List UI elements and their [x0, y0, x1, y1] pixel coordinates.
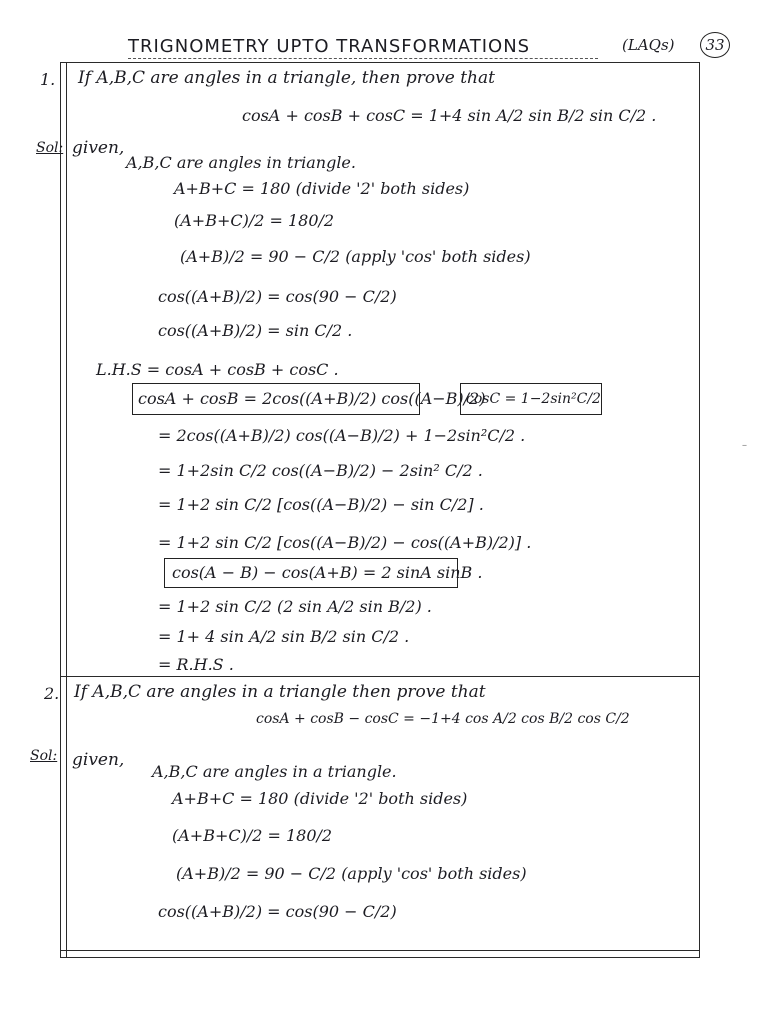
- question-1-sol-label: Sol:: [36, 140, 64, 156]
- question-2-sol-label: Sol:: [30, 748, 58, 764]
- title-underline: [128, 58, 598, 59]
- question-2-identity: cosA + cosB − cosC = −1+4 cos A/2 cos B/2 cos C/2: [256, 711, 630, 727]
- q1-step-lhs: L.H.S = cosA + cosB + cosC .: [96, 360, 339, 379]
- question-1-number: 1.: [40, 70, 56, 89]
- question-1-given: given,: [72, 138, 125, 158]
- q1-step-substitute: = 1+2 sin C/2 [cos((A−B)/2) − cos((A+B)/2)] .: [158, 533, 532, 552]
- page-title: TRIGNOMETRY UPTO TRANSFORMATIONS: [128, 36, 531, 57]
- q1-step-rhs: = R.H.S .: [158, 655, 234, 674]
- q1-step-expand-1: = 2cos((A+B)/2) cos((A−B)/2) + 1−2sin²C/2 .: [158, 426, 526, 445]
- q2-step-half-sum: (A+B+C)/2 = 180/2: [172, 826, 333, 845]
- q2-step-angle-sum: A+B+C = 180 (divide '2' both sides): [172, 789, 468, 808]
- q1-step-product: = 1+2 sin C/2 (2 sin A/2 sin B/2) .: [158, 597, 432, 616]
- q2-step-half-ab: (A+B)/2 = 90 − C/2 (apply 'cos' both sides): [176, 864, 527, 883]
- q1-step-result: = 1+ 4 sin A/2 sin B/2 sin C/2 .: [158, 627, 410, 646]
- question-2-statement: If A,B,C are angles in a triangle then prove that: [74, 682, 486, 702]
- question-2-number: 2.: [44, 684, 60, 703]
- q1-formula-cos-c: cosC = 1−2sin²C/2: [466, 391, 601, 407]
- q1-step-sin-result: cos((A+B)/2) = sin C/2 .: [158, 321, 353, 340]
- page-frame-inner-bottom: [60, 950, 700, 951]
- q1-step-half-ab: (A+B)/2 = 90 − C/2 (apply 'cos' both sides): [180, 247, 531, 266]
- q1-step-angle-sum: A+B+C = 180 (divide '2' both sides): [174, 179, 470, 198]
- question-divider: [60, 676, 700, 677]
- question-1-statement: If A,B,C are angles in a triangle, then prove that: [78, 68, 495, 88]
- question-1-identity: cosA + cosB + cosC = 1+4 sin A/2 sin B/2 sin C/2 .: [242, 106, 657, 125]
- q1-step-triangle: A,B,C are angles in triangle.: [126, 153, 356, 172]
- scan-speck: –: [742, 440, 747, 451]
- q1-step-expand-2: = 1+2sin C/2 cos((A−B)/2) − 2sin² C/2 .: [158, 461, 483, 480]
- question-2-given: given,: [72, 750, 125, 770]
- page-number: 33: [700, 32, 730, 58]
- q1-step-factor: = 1+2 sin C/2 [cos((A−B)/2) − sin C/2] .: [158, 495, 484, 514]
- q1-formula-sum-to-product: cosA + cosB = 2cos((A+B)/2) cos((A−B)/2): [138, 389, 486, 408]
- q2-step-apply-cos: cos((A+B)/2) = cos(90 − C/2): [158, 902, 397, 921]
- page-frame-inner-left: [66, 62, 67, 958]
- q1-step-apply-cos: cos((A+B)/2) = cos(90 − C/2): [158, 287, 397, 306]
- q2-step-triangle: A,B,C are angles in a triangle.: [152, 762, 397, 781]
- q1-formula-difference: cos(A − B) − cos(A+B) = 2 sinA sinB .: [172, 563, 483, 582]
- section-tag: (LAQs): [622, 36, 675, 54]
- q1-step-half-sum: (A+B+C)/2 = 180/2: [174, 211, 335, 230]
